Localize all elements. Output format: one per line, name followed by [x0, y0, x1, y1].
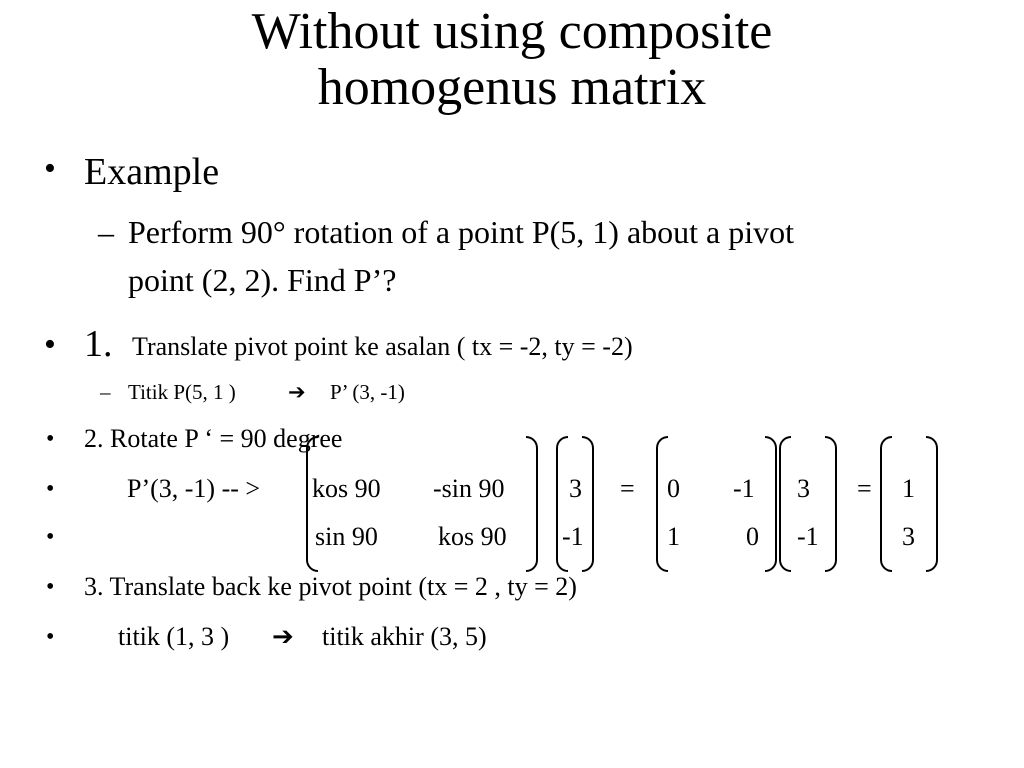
matrix-cell: sin 90: [315, 522, 378, 551]
bullet-dot: •: [46, 476, 55, 502]
matrix-cell: -1: [733, 474, 755, 503]
bullet-dot: •: [46, 426, 55, 452]
title-line-1: Without using composite: [251, 3, 773, 60]
step-2-text: 2. Rotate P ‘ = 90 degree: [84, 424, 343, 453]
bullet-dot: •: [44, 326, 56, 363]
step-1-number: 1.: [84, 323, 113, 365]
matrix-cell: kos 90: [312, 474, 381, 503]
bullet-dot: •: [46, 524, 55, 550]
example-text-line-1: Perform 90° rotation of a point P(5, 1) about a pivot: [128, 214, 795, 250]
matrix-cell: 3: [902, 522, 915, 551]
matrix-cell: -1: [562, 522, 584, 551]
equals-sign: =: [857, 474, 872, 503]
step-1-point-before: Titik P(5, 1 ): [128, 380, 236, 404]
vector-2-right-bracket: [825, 436, 837, 572]
matrix-cell: 1: [667, 522, 680, 551]
result-right-bracket: [926, 436, 938, 572]
step-4-point-before: titik (1, 3 ): [118, 622, 230, 651]
arrow-right-icon: ➔: [272, 622, 294, 651]
example-text-line-2: point (2, 2). Find P’?: [128, 262, 397, 298]
matrix-cell: 0: [746, 522, 759, 551]
matrix-cell: 3: [569, 474, 582, 503]
bullet-dot: •: [46, 574, 55, 600]
matrix-cell: 0: [667, 474, 680, 503]
matrix-cell: kos 90: [438, 522, 507, 551]
step-3-text: 3. Translate back ke pivot point (tx = 2 , ty = 2): [84, 572, 577, 601]
slide-title: [0, 4, 1024, 116]
matrix-cell: -sin 90: [433, 474, 505, 503]
step-4-point-after: titik akhir (3, 5): [322, 622, 487, 651]
arrow-right-icon: ➔: [288, 380, 306, 404]
numeric-matrix-right-bracket: [765, 436, 777, 572]
matrix-cell: -1: [797, 522, 819, 551]
vector-right-bracket: [582, 436, 594, 572]
bullet-dot: •: [46, 624, 55, 650]
title-line-2: homogenus matrix: [317, 59, 707, 116]
bullet-dot: •: [44, 150, 56, 187]
matrix-cell: 1: [902, 474, 915, 503]
sub-bullet-dash: –: [100, 380, 111, 404]
example-heading: Example: [84, 151, 220, 193]
rotation-matrix-right-bracket: [526, 436, 538, 572]
equals-sign: =: [620, 474, 635, 503]
sub-bullet-dash: –: [98, 214, 114, 250]
step-1-point-after: P’ (3, -1): [330, 380, 405, 404]
matrix-prefix: P’(3, -1) -- >: [127, 474, 261, 503]
matrix-cell: 3: [797, 474, 810, 503]
result-left-bracket: [880, 436, 892, 572]
step-1-text: Translate pivot point ke asalan ( tx = -2, ty = -2): [132, 332, 633, 361]
vector-2-left-bracket: [779, 436, 791, 572]
